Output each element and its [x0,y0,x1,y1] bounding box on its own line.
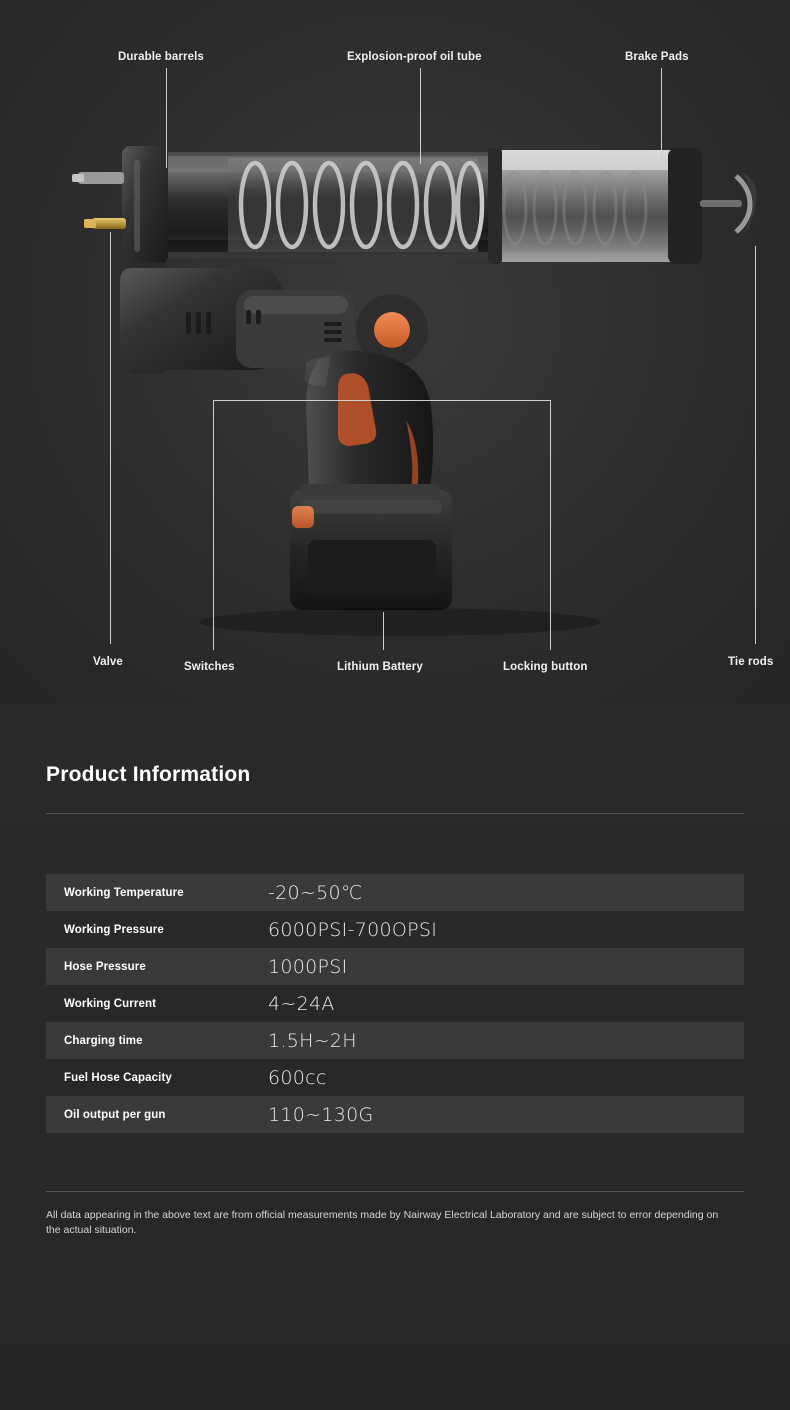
spec-key: Charging time [64,1034,143,1047]
callout-lithium-battery: Lithium Battery [337,661,423,673]
table-row [46,1096,744,1133]
disclaimer-text: All data appearing in the above text are from official measurements made by Nairway Electrical Laboratory and are subject to error depending on the actual situation. [46,1209,719,1237]
spec-key: Hose Pressure [64,960,146,973]
spec-value: 1.5H~2H [268,1029,357,1052]
spec-value: 1000PSI [268,955,348,978]
leader-line-valve [110,232,111,644]
callout-tie-rods: Tie rods [728,656,774,668]
footer-divider [46,1191,744,1192]
leader-line-durable-barrels [166,68,167,168]
product-information-section [0,705,790,1238]
callout-oil-tube: Explosion-proof oil tube [347,51,482,63]
table-row [46,874,744,911]
spec-value: 600cc [268,1066,327,1089]
leader-line-oil-tube [420,68,421,164]
leader-bracket-switches [213,400,550,401]
spec-key: Oil output per gun [64,1108,166,1121]
specifications-table [46,874,744,1133]
leader-line-tie-rods [755,246,756,644]
table-row [46,948,744,985]
table-row [46,1022,744,1059]
spec-key: Working Temperature [64,886,184,899]
callout-durable-barrels: Durable barrels [118,51,204,63]
leader-line-brake-pads [661,68,662,160]
section-title: Product Information [46,763,251,786]
table-row [46,985,744,1022]
spec-key: Working Pressure [64,923,164,936]
spec-key: Working Current [64,997,157,1010]
table-row [46,1059,744,1096]
leader-line-lithium-battery [383,612,384,650]
callout-locking-button: Locking button [503,661,588,673]
callout-valve: Valve [93,656,123,668]
spec-key: Fuel Hose Capacity [64,1071,172,1084]
callout-brake-pads: Brake Pads [625,51,689,63]
table-row [46,911,744,948]
spec-value: -20~50℃ [268,881,363,904]
leader-line-switches [213,400,214,650]
spec-value: 4~24A [268,992,335,1015]
leader-line-locking-button [550,400,551,650]
spec-value: 6000PSI-700OPSI [268,918,438,941]
spec-value: 110~130G [268,1103,374,1126]
title-divider [46,813,744,814]
callout-switches: Switches [184,661,235,673]
